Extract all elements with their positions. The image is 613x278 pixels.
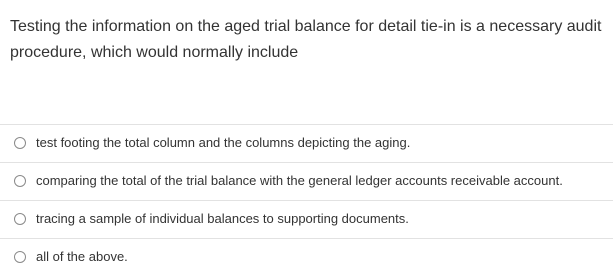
question-text: Testing the information on the aged trial balance for detail tie-in is a necessary audit procedure, which would normally include <box>10 18 602 61</box>
answer-option-2[interactable] <box>0 162 613 200</box>
answer-option-3[interactable] <box>0 200 613 238</box>
radio-button-icon[interactable] <box>14 175 26 187</box>
radio-button-icon[interactable] <box>14 137 26 149</box>
radio-button-icon[interactable] <box>14 251 26 263</box>
answer-option-1[interactable] <box>0 124 613 162</box>
answer-option-label: comparing the total of the trial balance with the general ledger accounts receivable account. <box>36 173 563 188</box>
answer-option-label: tracing a sample of individual balances to supporting documents. <box>36 211 409 226</box>
answer-option-label: all of the above. <box>36 249 128 264</box>
radio-button-icon[interactable] <box>14 213 26 225</box>
answer-option-4[interactable] <box>0 238 613 278</box>
answer-options <box>0 124 613 278</box>
answer-option-label: test footing the total column and the columns depicting the aging. <box>36 135 411 150</box>
